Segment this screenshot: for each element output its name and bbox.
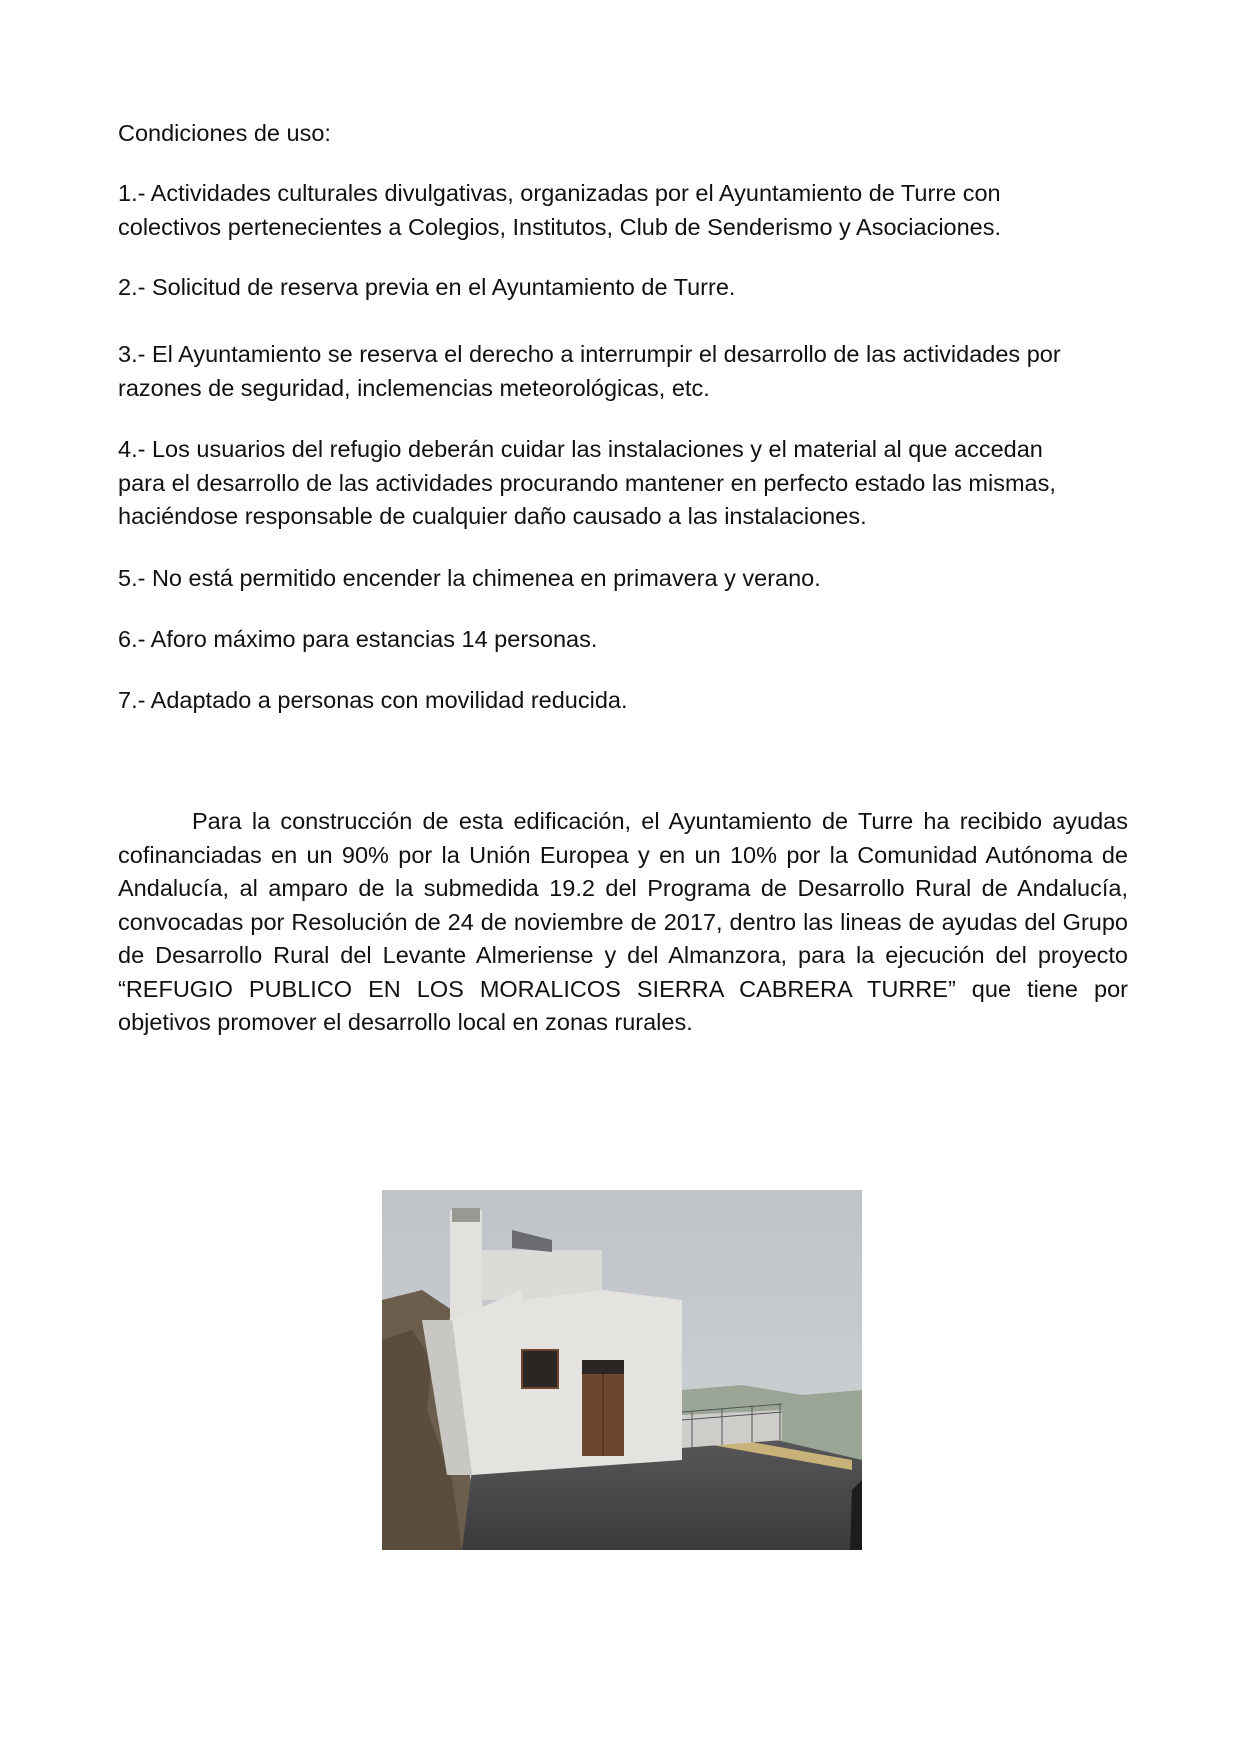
condition-line: 1.- Actividades culturales divulgativas, organizadas por el Ayuntamiento de Turre con — [118, 180, 1001, 206]
condition-item-6 — [118, 623, 1128, 657]
condition-line: 4.- Los usuarios del refugio deberán cuidar las instalaciones y el material al que accedan — [118, 436, 1043, 462]
condition-item-4 — [118, 433, 1128, 534]
condition-line: razones de seguridad, inclemencias meteorológicas, etc. — [118, 374, 710, 401]
condition-item-7 — [118, 684, 1128, 718]
condition-item-3 — [118, 338, 1128, 405]
refuge-building-photo — [382, 1190, 862, 1550]
condition-line: colectivos pertenecientes a Colegios, Institutos, Club de Senderismo y Asociaciones. — [118, 213, 1002, 240]
funding-paragraph: Para la construcción de esta edificación, el Ayuntamiento de Turre ha recibido ayudas cofinanciadas en un 90% por la Unión Europea y en un 10% por la Comunidad Autónoma de Andalucía, al amparo de la submedida 19.2 del Programa de Desarrollo Rural de Andalucía, convocadas por Resolución de 24 de noviembre de 2017, dentro las lineas de ayudas del Grupo de Desarrollo Rural del Levante Almeriense y del Almanzora, para la ejecución del proyecto “REFUGIO PUBLICO EN LOS MORALICOS SIERRA CABRERA TURRE” que tiene por objetivos promover el desarrollo local en zonas rurales. — [118, 808, 1128, 1035]
conditions-heading: Condiciones de uso: — [118, 120, 331, 146]
condition-line: 6.- Aforo máximo para estancias 14 personas. — [118, 626, 598, 652]
condition-line: 3.- El Ayuntamiento se reserva el derecho a interrumpir el desarrollo de las actividades por — [118, 341, 1061, 367]
condition-line: 7.- Adaptado a personas con movilidad reducida. — [118, 687, 628, 713]
condition-line: 2.- Solicitud de reserva previa en el Ayuntamiento de Turre. — [118, 274, 736, 300]
condition-item-2 — [118, 271, 1128, 305]
condition-line: haciéndose responsable de cualquier daño causado a las instalaciones. — [118, 503, 867, 529]
condition-line: 5.- No está permitido encender la chimenea en primavera y verano. — [118, 565, 821, 591]
condition-line: para el desarrollo de las actividades procurando mantener en perfecto estado las mismas, — [118, 469, 1056, 496]
condition-item-5 — [118, 562, 1128, 596]
condition-item-1 — [118, 177, 1128, 244]
